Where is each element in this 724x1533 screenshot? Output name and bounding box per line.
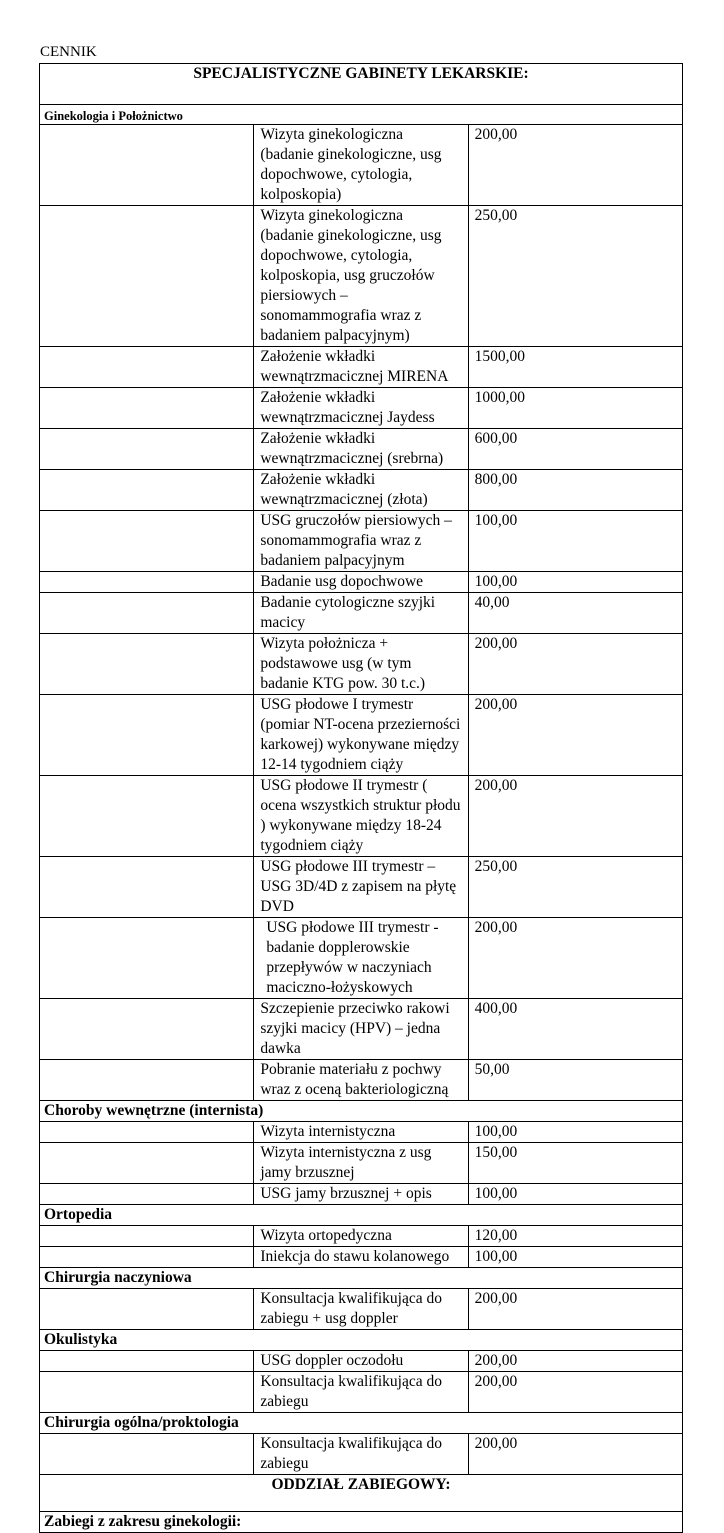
section-title: Okulistyka <box>40 1330 683 1351</box>
section-title: Ginekologia i Położnictwo <box>40 105 683 125</box>
section-header-row <box>40 1101 683 1122</box>
service-description: Wizyta ginekologiczna (badanie ginekologiczne, usg dopochwowe, cytologia, kolposkopia, usg gruczołów piersiowych – sonomammografia wraz z badaniem palpacyjnym) <box>254 206 468 347</box>
service-description: Założenie wkładki wewnątrzmacicznej (srebrna) <box>254 429 468 470</box>
price-row <box>40 1372 683 1413</box>
price-row <box>40 470 683 511</box>
section-header-row <box>40 1268 683 1289</box>
price-row <box>40 1060 683 1101</box>
indent-cell <box>40 593 254 634</box>
service-price: 400,00 <box>468 999 682 1060</box>
service-price: 200,00 <box>468 695 682 776</box>
service-description: USG doppler oczodołu <box>254 1351 468 1372</box>
price-row <box>40 1122 683 1143</box>
section-header-row <box>40 105 683 125</box>
service-description: Założenie wkładki wewnątrzmacicznej Jaydess <box>254 388 468 429</box>
indent-cell <box>40 1351 254 1372</box>
service-price: 100,00 <box>468 1122 682 1143</box>
service-price: 250,00 <box>468 857 682 918</box>
service-price: 1500,00 <box>468 347 682 388</box>
section-title: Ortopedia <box>40 1205 683 1226</box>
service-price: 200,00 <box>468 125 682 206</box>
price-row <box>40 999 683 1060</box>
indent-cell <box>40 1434 254 1475</box>
service-price: 200,00 <box>468 634 682 695</box>
service-price: 100,00 <box>468 572 682 593</box>
price-row <box>40 776 683 857</box>
indent-cell <box>40 1184 254 1205</box>
service-price: 200,00 <box>468 776 682 857</box>
service-description: Założenie wkładki wewnątrzmacicznej MIRENA <box>254 347 468 388</box>
service-price: 200,00 <box>468 1351 682 1372</box>
indent-cell <box>40 776 254 857</box>
indent-cell <box>40 857 254 918</box>
service-description: Konsultacja kwalifikująca do zabiegu + usg doppler <box>254 1289 468 1330</box>
indent-cell <box>40 347 254 388</box>
price-row <box>40 347 683 388</box>
indent-cell <box>40 1122 254 1143</box>
indent-cell <box>40 999 254 1060</box>
price-row <box>40 429 683 470</box>
service-description: USG jamy brzusznej + opis <box>254 1184 468 1205</box>
section-title: Chirurgia ogólna/proktologia <box>40 1413 683 1434</box>
price-row <box>40 572 683 593</box>
section-header-row <box>40 1512 683 1533</box>
section-header-row <box>40 1205 683 1226</box>
indent-cell <box>40 1247 254 1268</box>
price-row <box>40 206 683 347</box>
service-description: USG płodowe III trymestr – USG 3D/4D z zapisem na płytę DVD <box>254 857 468 918</box>
price-row <box>40 1184 683 1205</box>
service-description: Szczepienie przeciwko rakowi szyjki macicy (HPV) – jedna dawka <box>254 999 468 1060</box>
service-price: 200,00 <box>468 1434 682 1475</box>
secondary-header-row <box>40 1475 683 1512</box>
service-description: USG płodowe III trymestr - badanie dopplerowskie przepływów w naczyniach maciczno-łożyskowych <box>254 918 468 999</box>
indent-cell <box>40 470 254 511</box>
indent-cell <box>40 511 254 572</box>
price-row <box>40 125 683 206</box>
price-row <box>40 1226 683 1247</box>
indent-cell <box>40 1372 254 1413</box>
service-price: 100,00 <box>468 511 682 572</box>
price-row <box>40 1247 683 1268</box>
service-price: 50,00 <box>468 1060 682 1101</box>
section-title: Choroby wewnętrzne (internista) <box>40 1101 683 1122</box>
indent-cell <box>40 1060 254 1101</box>
service-description: Wizyta ortopedyczna <box>254 1226 468 1247</box>
indent-cell <box>40 429 254 470</box>
service-price: 120,00 <box>468 1226 682 1247</box>
price-table-body <box>40 64 683 1533</box>
service-description: USG gruczołów piersiowych – sonomammografia wraz z badaniem palpacyjnym <box>254 511 468 572</box>
service-price: 800,00 <box>468 470 682 511</box>
service-description: Założenie wkładki wewnątrzmacicznej (złota) <box>254 470 468 511</box>
price-row <box>40 695 683 776</box>
service-price: 200,00 <box>468 1289 682 1330</box>
service-description: Konsultacja kwalifikująca do zabiegu <box>254 1434 468 1475</box>
service-description: Wizyta położnicza + podstawowe usg (w tym badanie KTG pow. 30 t.c.) <box>254 634 468 695</box>
main-header: SPECJALISTYCZNE GABINETY LEKARSKIE: <box>40 64 683 105</box>
service-description: Konsultacja kwalifikująca do zabiegu <box>254 1372 468 1413</box>
service-description: Pobranie materiału z pochwy wraz z oceną bakteriologiczną <box>254 1060 468 1101</box>
price-row <box>40 511 683 572</box>
service-description: Wizyta internistyczna z usg jamy brzusznej <box>254 1143 468 1184</box>
indent-cell <box>40 572 254 593</box>
service-description: Iniekcja do stawu kolanowego <box>254 1247 468 1268</box>
indent-cell <box>40 206 254 347</box>
section-title: Chirurgia naczyniowa <box>40 1268 683 1289</box>
service-description: USG płodowe II trymestr ( ocena wszystkich struktur płodu ) wykonywane między 18-24 tygodniem ciąży <box>254 776 468 857</box>
service-price: 150,00 <box>468 1143 682 1184</box>
price-row <box>40 1434 683 1475</box>
service-price: 250,00 <box>468 206 682 347</box>
service-price: 600,00 <box>468 429 682 470</box>
indent-cell <box>40 125 254 206</box>
service-description: Wizyta ginekologiczna (badanie ginekologiczne, usg dopochwowe, cytologia, kolposkopia) <box>254 125 468 206</box>
service-price: 1000,00 <box>468 388 682 429</box>
indent-cell <box>40 695 254 776</box>
section-header-row <box>40 1413 683 1434</box>
secondary-header: ODDZIAŁ ZABIEGOWY: <box>40 1475 683 1512</box>
section-header-row <box>40 1330 683 1351</box>
price-table <box>39 63 683 1533</box>
price-row <box>40 634 683 695</box>
service-description: Wizyta internistyczna <box>254 1122 468 1143</box>
price-row <box>40 1289 683 1330</box>
service-price: 100,00 <box>468 1184 682 1205</box>
service-price: 100,00 <box>468 1247 682 1268</box>
page-title: CENNIK <box>40 44 97 60</box>
section-title: Zabiegi z zakresu ginekologii: <box>40 1512 683 1533</box>
indent-cell <box>40 918 254 999</box>
main-header-row <box>40 64 683 105</box>
price-row <box>40 388 683 429</box>
price-row <box>40 918 683 999</box>
indent-cell <box>40 1226 254 1247</box>
indent-cell <box>40 634 254 695</box>
service-price: 200,00 <box>468 918 682 999</box>
price-row <box>40 1143 683 1184</box>
service-price: 200,00 <box>468 1372 682 1413</box>
price-row <box>40 593 683 634</box>
price-row <box>40 1351 683 1372</box>
indent-cell <box>40 1143 254 1184</box>
service-description: Badanie cytologiczne szyjki macicy <box>254 593 468 634</box>
indent-cell <box>40 388 254 429</box>
service-description: Badanie usg dopochwowe <box>254 572 468 593</box>
price-row <box>40 857 683 918</box>
service-description: USG płodowe I trymestr (pomiar NT-ocena przezierności karkowej) wykonywane między 12-14 tygodniem ciąży <box>254 695 468 776</box>
indent-cell <box>40 1289 254 1330</box>
service-price: 40,00 <box>468 593 682 634</box>
